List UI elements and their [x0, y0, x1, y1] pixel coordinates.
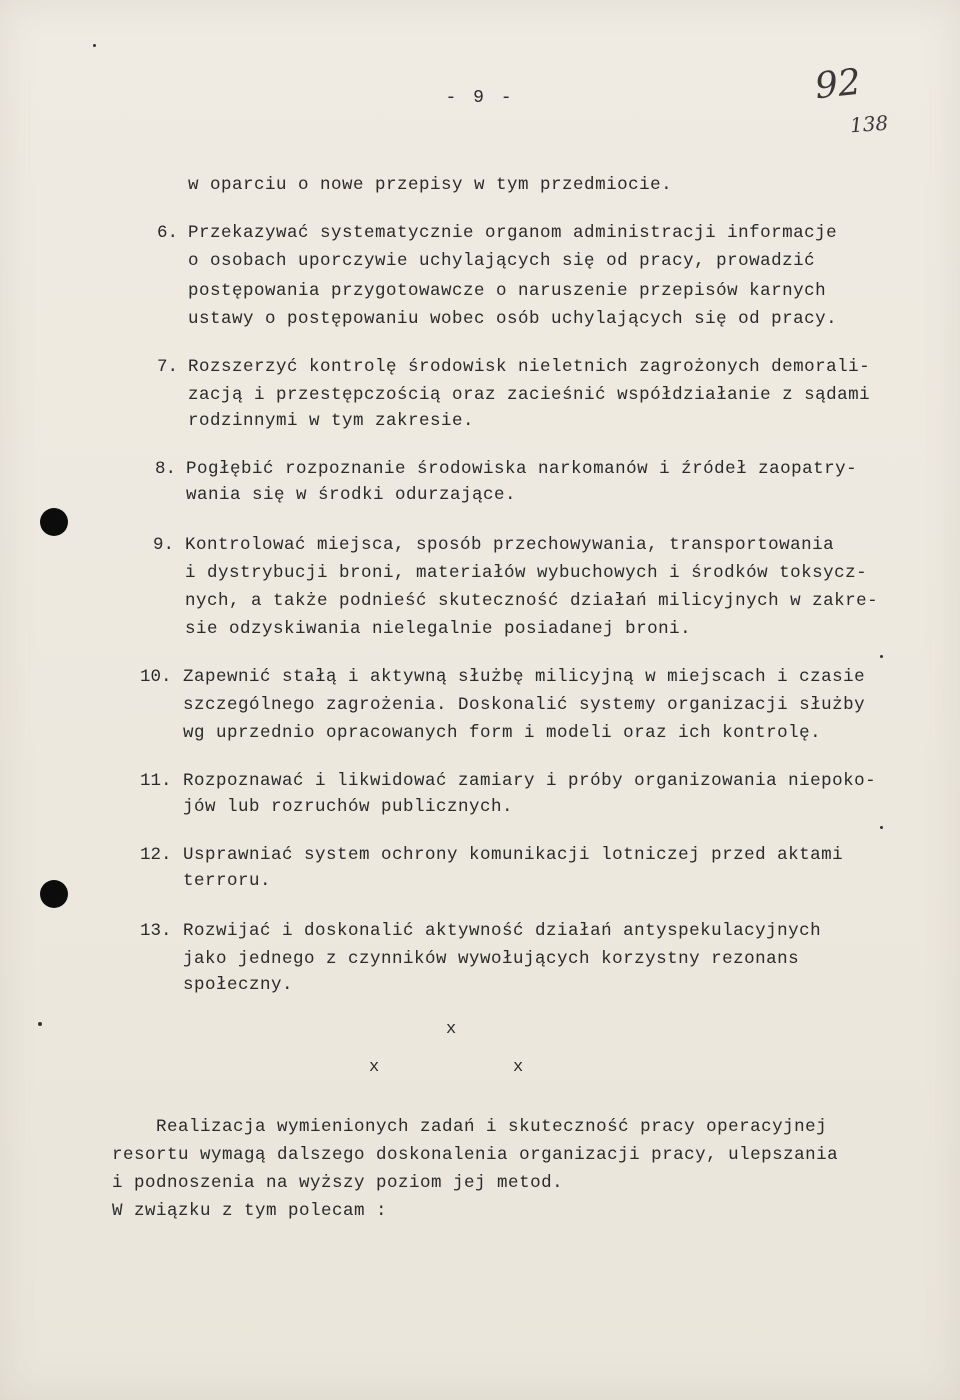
item-number: 13.: [140, 921, 172, 941]
item-line: Usprawniać system ochrony komunikacji lotniczej przed aktami: [183, 845, 844, 865]
page-number: - 9 -: [445, 88, 515, 108]
separator-mark: x: [446, 1020, 457, 1039]
paper-speck: [880, 826, 883, 829]
continuation-line: w oparciu o nowe przepisy w tym przedmiocie.: [188, 175, 673, 195]
closing-line: W związku z tym polecam :: [112, 1201, 388, 1221]
separator-mark: x: [369, 1058, 380, 1077]
paper-speck: [38, 1022, 42, 1026]
item-number: 8.: [155, 459, 177, 479]
punch-hole: [40, 508, 68, 536]
item-line: rodzinnymi w tym zakresie.: [188, 411, 475, 431]
handwritten-folio-number-secondary: 138: [849, 110, 889, 138]
item-line: nych, a także podnieść skuteczność działań milicyjnych w zakre-: [185, 591, 879, 611]
item-line: Kontrolować miejsca, sposób przechowywania, transportowania: [185, 535, 835, 555]
item-line: jów lub rozruchów publicznych.: [183, 797, 514, 817]
item-line: Rozwijać i doskonalić aktywność działań antyspekulacyjnych: [183, 921, 822, 941]
item-line: wania się w środki odurzające.: [186, 485, 517, 505]
item-number: 9.: [153, 535, 175, 555]
paper-speck: [93, 44, 96, 47]
item-line: Rozszerzyć kontrolę środowisk nieletnich zagrożonych demorali-: [188, 357, 871, 377]
item-number: 12.: [140, 845, 172, 865]
item-line: jako jednego z czynników wywołujących korzystny rezonans: [183, 949, 800, 969]
handwritten-folio-number: 92: [812, 61, 863, 108]
item-line: o osobach uporczywie uchylających się od pracy, prowadzić: [188, 251, 816, 271]
item-line: społeczny.: [183, 975, 294, 995]
item-line: ustawy o postępowaniu wobec osób uchylających się od pracy.: [188, 309, 838, 329]
item-line: Pogłębić rozpoznanie środowiska narkomanów i źródeł zaopatry-: [186, 459, 858, 479]
item-line: Przekazywać systematycznie organom administracji informacje: [188, 223, 838, 243]
closing-line: i podnoszenia na wyższy poziom jej metod.: [112, 1173, 564, 1193]
item-line: zacją i przestępczością oraz zacieśnić współdziałanie z sądami: [188, 385, 871, 405]
item-line: Zapewnić stałą i aktywną służbę milicyjną w miejscach i czasie: [183, 667, 866, 687]
item-number: 11.: [140, 771, 172, 791]
item-number: 10.: [140, 667, 172, 687]
item-line: terroru.: [183, 871, 272, 891]
item-line: postępowania przygotowawcze o naruszenie przepisów karnych: [188, 281, 827, 301]
closing-line: Realizacja wymienionych zadań i skuteczność pracy operacyjnej: [112, 1117, 828, 1137]
item-line: Rozpoznawać i likwidować zamiary i próby organizowania niepoko-: [183, 771, 877, 791]
item-number: 7.: [157, 357, 179, 377]
separator-mark: x: [513, 1058, 524, 1077]
item-line: wg uprzednio opracowanych form i modeli oraz ich kontrolę.: [183, 723, 822, 743]
closing-line: resortu wymagą dalszego doskonalenia organizacji pracy, ulepszania: [112, 1145, 839, 1165]
paper-speck: [880, 655, 883, 658]
punch-hole: [40, 880, 68, 908]
item-line: i dystrybucji broni, materiałów wybuchowych i środków toksycz-: [185, 563, 868, 583]
item-number: 6.: [157, 223, 179, 243]
item-line: szczególnego zagrożenia. Doskonalić systemy organizacji służby: [183, 695, 866, 715]
item-line: sie odzyskiwania nielegalnie posiadanej broni.: [185, 619, 692, 639]
